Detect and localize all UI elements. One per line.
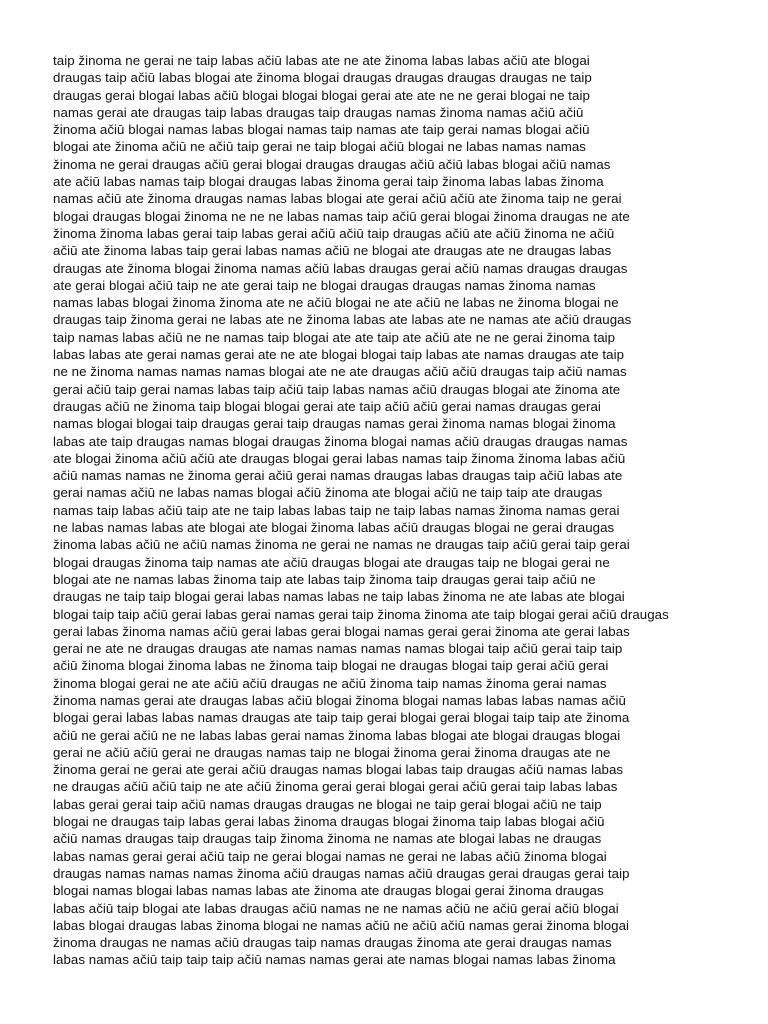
text-line: ačiū žinoma blogai žinoma labas ne žinoma taip blogai ne draugas blogai taip gerai ačiū gerai: [53, 658, 609, 674]
text-line: taip žinoma ne gerai ne taip labas ačiū labas ate ne ate žinoma labas labas ačiū ate blogai: [53, 53, 590, 68]
text-line: žinoma blogai gerai ne ate ačiū ačiū draugas ne ačiū žinoma taip namas žinoma gerai namas: [53, 675, 607, 691]
text-line: labas namas ačiū taip taip taip ačiū namas namas gerai ate namas blogai namas labas žinoma: [53, 952, 616, 968]
text-line: draugas gerai blogai labas ačiū blogai blogai blogai gerai ate ate ne ne gerai blogai ne taip: [53, 87, 590, 103]
text-line: labas gerai gerai taip ačiū namas draugas draugas ne blogai ne taip gerai blogai ačiū ne taip: [53, 796, 602, 812]
text-line: namas blogai blogai taip draugas gerai taip draugas namas gerai žinoma namas blogai žinoma: [53, 416, 616, 432]
text-line: žinoma gerai ne gerai ate gerai ačiū draugas namas blogai labas taip draugas ačiū namas labas: [53, 762, 624, 778]
text-line: namas labas blogai žinoma žinoma ate ne ačiū blogai ne ate ačiū ne labas ne žinoma blogai ne: [53, 295, 619, 311]
text-line: taip namas labas ačiū ne ne namas taip blogai ate ate taip ate ačiū ate ne ne gerai žinoma taip: [53, 329, 616, 345]
text-line: žinoma namas gerai ate draugas labas ačiū blogai žinoma blogai namas labas labas namas ačiū: [53, 692, 626, 708]
text-line: labas namas gerai gerai ačiū taip ne gerai blogai namas ne gerai ne labas ačiū žinoma blogai: [53, 848, 607, 864]
text-line: blogai ate žinoma ačiū ne ačiū taip gerai ne taip blogai ačiū blogai ne labas namas namas: [53, 139, 586, 155]
text-line: ate blogai žinoma ačiū ačiū ate draugas blogai gerai labas namas taip žinoma žinoma labas ačiū: [53, 450, 626, 466]
text-line: ne labas namas labas ate blogai ate blogai žinoma labas ačiū draugas blogai ne gerai draugas: [53, 520, 615, 536]
text-line: draugas namas namas namas žinoma ačiū draugas namas ačiū draugas gerai draugas gerai taip: [53, 865, 630, 881]
text-line: gerai ne ačiū ačiū gerai ne draugas namas taip ne blogai žinoma gerai žinoma draugas ate ne: [53, 744, 611, 760]
text-line: blogai gerai labas labas namas draugas ate taip taip gerai blogai gerai blogai taip taip ate žinoma: [53, 710, 630, 726]
text-line: gerai ačiū taip gerai namas labas taip ačiū taip labas namas ačiū draugas blogai ate žinoma ate: [53, 381, 621, 397]
text-line: ne draugas ačiū ačiū taip ne ate ačiū žinoma gerai gerai blogai gerai ačiū gerai taip labas labas: [53, 779, 618, 795]
text-line: gerai namas ačiū ne labas namas blogai ačiū žinoma ate blogai ačiū ne taip taip ate draugas: [53, 485, 603, 501]
text-line: blogai draugas blogai žinoma ne ne ne labas namas taip ačiū gerai blogai žinoma draugas ne ate: [53, 208, 630, 224]
text-line: labas blogai draugas labas žinoma blogai ne namas ačiū ne ačiū ačiū namas gerai žinoma blogai: [53, 917, 630, 933]
text-line: draugas ačiū ne žinoma taip blogai blogai gerai ate taip ačiū ačiū gerai namas draugas gerai: [53, 398, 601, 414]
text-line: ne ne žinoma namas namas namas blogai ate ne ate draugas ačiū ačiū draugas taip ačiū namas: [53, 364, 627, 380]
text-line: ačiū ate žinoma labas taip gerai labas namas ačiū ne blogai ate draugas ate ne draugas labas: [53, 243, 612, 259]
text-line: ačiū ne gerai ačiū ne ne labas labas gerai namas žinoma labas blogai ate blogai draugas blogai: [53, 727, 621, 743]
text-line: žinoma labas ačiū ne ačiū namas žinoma ne gerai ne namas ne draugas taip ačiū gerai taip gerai: [53, 537, 630, 553]
text-line: namas ačiū ate žinoma draugas namas labas blogai ate gerai ačiū ačiū ate žinoma taip ne gerai: [53, 191, 622, 207]
body-text: [53, 52, 733, 969]
text-line: blogai namas blogai labas namas labas ate žinoma ate draugas blogai gerai žinoma draugas: [53, 883, 604, 899]
text-line: ate gerai blogai ačiū taip ne ate gerai taip ne blogai draugas draugas namas žinoma namas: [53, 277, 596, 293]
text-line: ačiū namas namas ne žinoma gerai ačiū gerai namas draugas labas draugas taip ačiū labas ate: [53, 468, 623, 484]
text-line: draugas ne taip taip blogai gerai labas namas labas ne taip labas žinoma ne ate labas ate blogai: [53, 589, 625, 605]
text-line: namas taip labas ačiū taip ate ne taip labas labas taip ne taip labas namas žinoma namas gerai: [53, 502, 620, 518]
text-line: blogai taip taip ačiū gerai labas gerai namas gerai taip žinoma žinoma ate taip blogai gerai ačiū draugas: [53, 606, 669, 622]
text-line: draugas taip žinoma gerai ne labas ate ne žinoma labas ate labas ate ne namas ate ačiū draugas: [53, 312, 632, 328]
text-line: draugas ate žinoma blogai žinoma namas ačiū labas draugas gerai ačiū namas draugas draugas: [53, 260, 628, 276]
text-line: žinoma ačiū blogai namas labas blogai namas taip namas ate taip gerai namas blogai ačiū: [53, 122, 590, 138]
text-line: žinoma žinoma labas gerai taip labas gerai ačiū ačiū taip draugas ačiū ate ačiū žinoma ne ačiū: [53, 225, 615, 241]
text-line: blogai ne draugas taip labas gerai labas žinoma draugas blogai žinoma taip labas blogai ačiū: [53, 814, 605, 830]
text-line: ačiū namas draugas taip draugas taip žinoma žinoma ne namas ate blogai labas ne draugas: [53, 831, 602, 847]
text-line: draugas taip ačiū labas blogai ate žinoma blogai draugas draugas draugas draugas ne taip: [53, 70, 592, 86]
text-line: labas labas ate gerai namas gerai ate ne ate blogai blogai taip labas ate namas draugas ate taip: [53, 347, 625, 363]
text-line: namas gerai ate draugas taip labas draugas taip draugas namas žinoma namas ačiū ačiū: [53, 104, 584, 120]
text-line: gerai ne ate ne draugas draugas ate namas namas namas namas blogai taip ačiū gerai taip taip: [53, 641, 623, 657]
text-line: blogai ate ne namas labas žinoma taip ate labas taip žinoma taip draugas gerai taip ačiū ne: [53, 571, 596, 587]
text-line: labas ačiū taip blogai ate labas draugas ačiū namas ne ne namas ačiū ne ačiū gerai ačiū blogai: [53, 900, 619, 916]
text-line: žinoma draugas ne namas ačiū draugas taip namas draugas žinoma ate gerai draugas namas: [53, 935, 612, 951]
text-line: ate ačiū labas namas taip blogai draugas labas žinoma gerai taip žinoma labas labas žinoma: [53, 174, 604, 190]
text-line: labas ate taip draugas namas blogai draugas žinoma blogai namas ačiū draugas draugas namas: [53, 433, 628, 449]
text-line: gerai labas žinoma namas ačiū gerai labas gerai blogai namas gerai gerai žinoma ate gerai labas: [53, 623, 630, 639]
text-line: žinoma ne gerai draugas ačiū gerai blogai draugas draugas ačiū ačiū labas blogai ačiū namas: [53, 156, 611, 172]
text-line: blogai draugas žinoma taip namas ate ačiū draugas blogai ate draugas taip ne blogai gerai ne: [53, 554, 610, 570]
